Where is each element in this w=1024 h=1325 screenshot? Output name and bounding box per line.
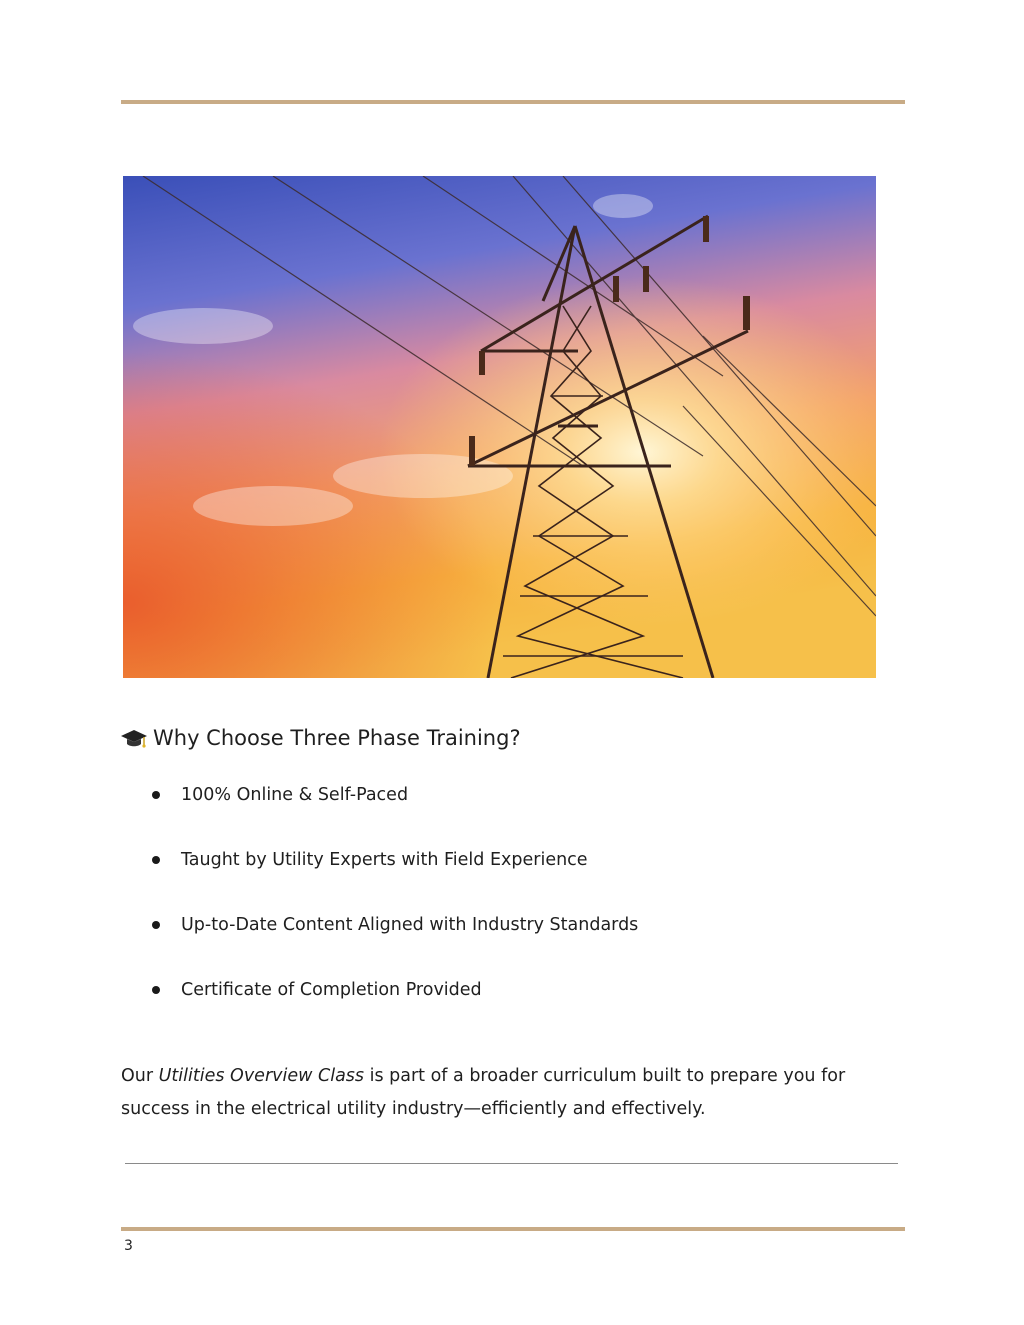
footer-accent-rule	[121, 1227, 905, 1231]
page-number: 3	[124, 1238, 133, 1254]
section-title: Why Choose Three Phase Training?	[153, 726, 521, 750]
header-accent-rule	[121, 100, 905, 104]
closing-paragraph	[121, 1060, 911, 1126]
hero-image	[123, 176, 876, 678]
list-item	[150, 975, 638, 1005]
section-heading	[121, 722, 521, 754]
closing-prefix: Our	[121, 1066, 159, 1086]
list-item	[150, 910, 638, 940]
closing-suffix: is part of a broader curriculum built to prepare you for success in the electrical utility industry—efficiently and effectively.	[121, 1066, 846, 1119]
benefit-text: Up-to-Date Content Aligned with Industry Standards	[181, 915, 639, 935]
graduation-cap-icon	[121, 726, 147, 750]
bullet-icon	[152, 986, 160, 994]
benefit-text: Certificate of Completion Provided	[181, 980, 482, 1000]
benefit-text: Taught by Utility Experts with Field Experience	[181, 850, 588, 870]
list-item	[150, 845, 638, 875]
bullet-icon	[152, 856, 160, 864]
power-tower-photo	[123, 176, 876, 678]
bullet-icon	[152, 921, 160, 929]
section-divider	[125, 1163, 898, 1164]
benefits-list	[150, 780, 638, 1040]
list-item	[150, 780, 638, 810]
benefit-text: 100% Online & Self-Paced	[181, 785, 409, 805]
bullet-icon	[152, 791, 160, 799]
class-name: Utilities Overview Class	[158, 1066, 365, 1086]
